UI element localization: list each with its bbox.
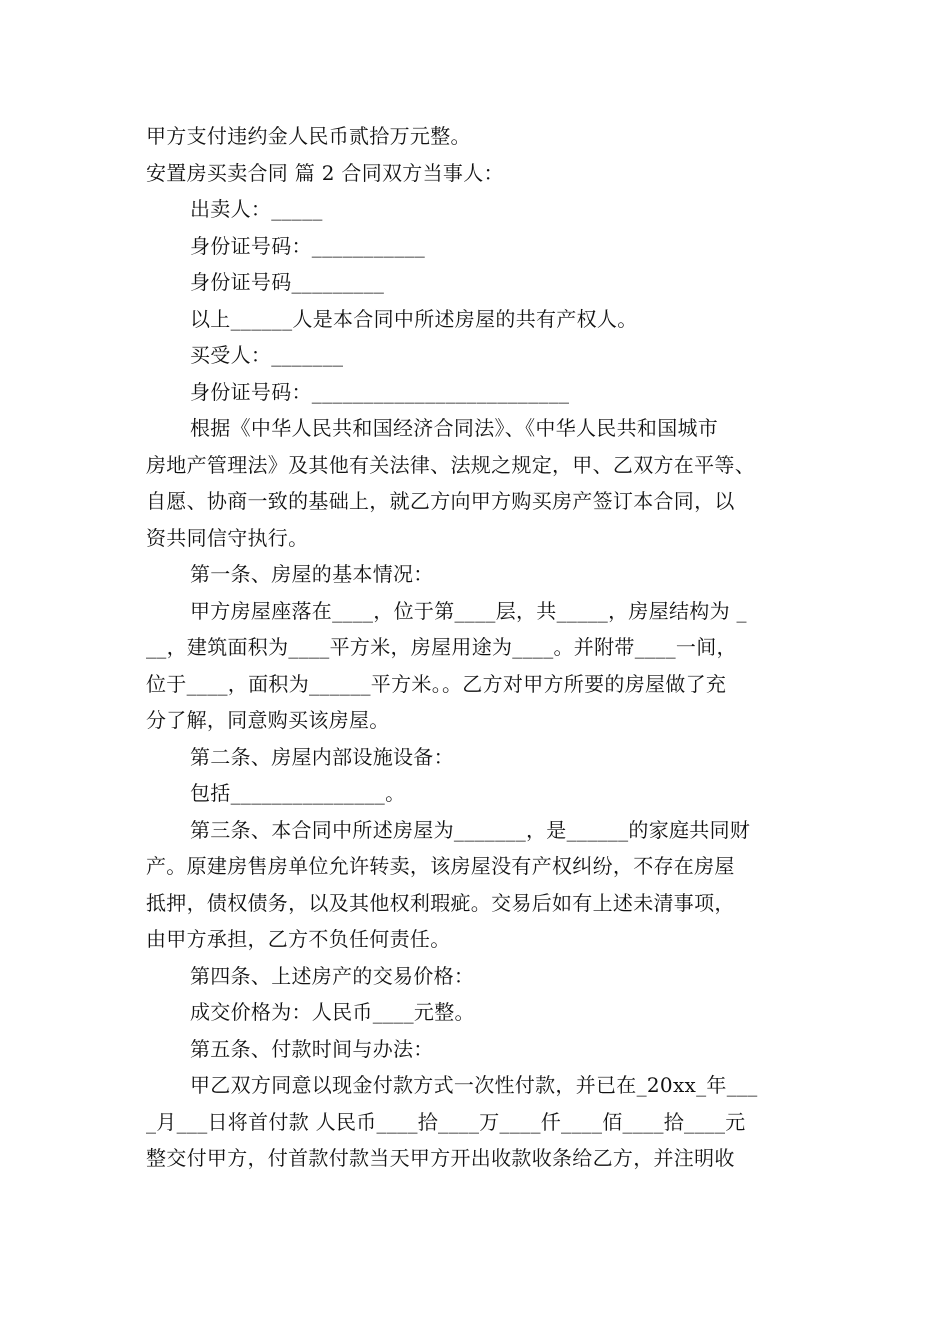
text-line: 根据《中华人民共和国经济合同法》、《中华人民共和国城市 [190,416,719,440]
text-line: 甲乙双方同意以现金付款方式一次性付款，并已在_20xx_年___ [190,1073,758,1097]
text-line: 成交价格为：人民币____元整。 [190,1000,475,1024]
text-line: 房地产管理法》及其他有关法律、法规之规定，甲、乙双方在平等、 [146,452,755,477]
article-heading: 第五条、付款时间与办法： [190,1036,434,1061]
text-line: 包括_______________。 [190,781,406,805]
article-heading: 第二条、房屋内部设施设备： [190,744,454,769]
section-heading: 安置房买卖合同 篇 2 合同双方当事人： [146,160,504,185]
text-line: 甲方支付违约金人民币贰拾万元整。 [146,124,471,148]
text-line: 由甲方承担，乙方不负任何责任。 [146,927,451,951]
article-heading: 第一条、房屋的基本情况： [190,562,434,586]
text-line: 位于____，面积为______平方米。。乙方对甲方所要的房屋做了充 [146,671,727,696]
text-line: 抵押，债权债务，以及其他权利瑕疵。交易后如有上述未清事项， [146,890,735,915]
text-line: 产。原建房售房单位允许转卖，该房屋没有产权纠纷，不存在房屋 [146,854,735,878]
text-line: _月___日将首付款 人民币____拾____万____仟____佰____拾____元 [146,1109,746,1134]
text-line: 整交付甲方，付首款付款当天甲方开出收款收条给乙方，并注明收 [146,1146,735,1170]
article-heading: 第四条、上述房产的交易价格： [190,963,475,988]
seller-field: 出卖人：_____ [190,197,323,221]
co-owner-statement: 以上______人是本合同中所述房屋的共有产权人。 [190,306,638,331]
text-line: 分了解，同意购买该房屋。 [146,708,390,732]
text-line: 自愿、协商一致的基础上，就乙方向甲方购买房产签订本合同，以 [146,489,735,513]
document-body [146,118,810,1177]
text-line: __，建筑面积为____平方米，房屋用途为____。并附带____一间， [146,635,737,659]
text-line: 第三条、本合同中所述房屋为_______，是______的家庭共同财 [190,817,751,842]
seller-id-field-2: 身份证号码_________ [190,270,385,294]
seller-id-field: 身份证号码：___________ [190,233,426,258]
buyer-id-field: 身份证号码：_________________________ [190,379,570,404]
text-line: 甲方房屋座落在____，位于第____层，共_____，房屋结构为 _ [190,598,747,623]
text-line: 资共同信守执行。 [146,525,309,550]
buyer-field: 买受人：_______ [190,343,344,367]
